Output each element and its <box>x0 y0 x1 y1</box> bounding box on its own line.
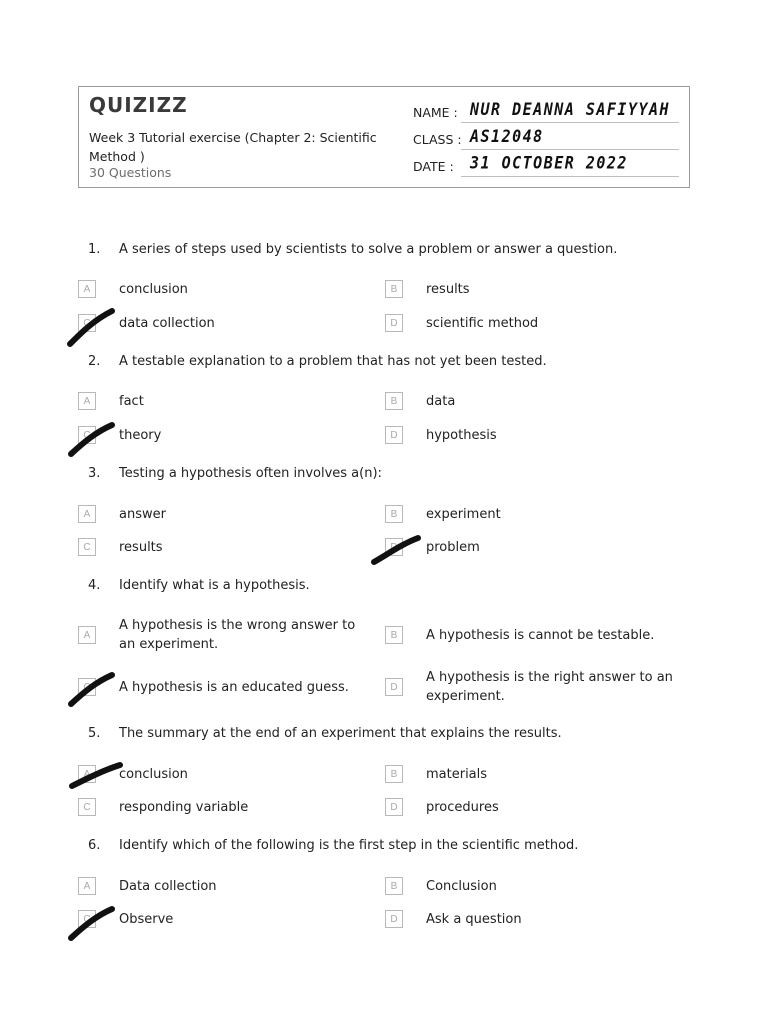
option-letter-box[interactable]: C <box>78 314 96 332</box>
name-value[interactable]: NUR DEANNA SAFIYYAH <box>470 98 671 120</box>
option-text: problem <box>426 540 480 555</box>
option-text: fact <box>119 394 144 409</box>
option-text: data collection <box>119 316 215 331</box>
option-letter-box[interactable]: C <box>78 798 96 816</box>
option-text: A hypothesis is cannot be testable. <box>426 628 655 643</box>
option-letter-box[interactable]: A <box>78 626 96 644</box>
option-text: procedures <box>426 800 499 815</box>
option-letter-box[interactable]: D <box>385 426 403 444</box>
question-number: 1. <box>88 242 101 257</box>
option-letter-box[interactable]: B <box>385 765 403 783</box>
worksheet-title: Week 3 Tutorial exercise (Chapter 2: Scientific Method ) <box>89 130 377 164</box>
name-field[interactable] <box>413 97 679 123</box>
option-text: conclusion <box>119 282 188 297</box>
question-text: Identify what is a hypothesis. <box>119 578 310 593</box>
option-letter-box[interactable]: D <box>385 538 403 556</box>
option-text: A hypothesis is an educated guess. <box>119 680 349 695</box>
option-text: experiment <box>426 507 501 522</box>
class-label: CLASS : <box>413 132 462 147</box>
date-label: DATE : <box>413 159 454 174</box>
option-letter-box[interactable]: D <box>385 798 403 816</box>
option-text: A hypothesis is the wrong answer to an experiment. <box>119 618 356 652</box>
option-text: hypothesis <box>426 428 497 443</box>
date-value[interactable]: 31 OCTOBER 2022 <box>470 152 628 174</box>
option-text: materials <box>426 767 488 782</box>
option-letter-box[interactable]: C <box>78 426 96 444</box>
option-letter-box[interactable]: A <box>78 280 96 298</box>
option-text: Conclusion <box>426 879 497 894</box>
question-number: 2. <box>88 354 101 369</box>
question-number: 3. <box>88 466 101 481</box>
option-text: theory <box>119 428 162 443</box>
class-field[interactable] <box>413 124 679 150</box>
option-text: Data collection <box>119 879 217 894</box>
option-text: scientific method <box>426 316 539 331</box>
class-underline <box>461 149 679 150</box>
quizizz-logo: QUIZIZZ <box>89 93 188 117</box>
option-letter-box[interactable]: B <box>385 280 403 298</box>
option-letter-box[interactable]: A <box>78 877 96 895</box>
option-letter-box[interactable]: A <box>78 505 96 523</box>
option-letter-box[interactable]: D <box>385 314 403 332</box>
option-letter-box[interactable]: B <box>385 626 403 644</box>
question-text: A series of steps used by scientists to solve a problem or answer a question. <box>119 242 618 257</box>
worksheet-header <box>78 86 690 188</box>
option-letter-box[interactable]: D <box>385 910 403 928</box>
option-letter-box[interactable]: B <box>385 505 403 523</box>
class-value[interactable]: AS12048 <box>470 125 544 147</box>
option-text: conclusion <box>119 767 188 782</box>
option-letter-box[interactable]: B <box>385 392 403 410</box>
question-number: 6. <box>88 838 101 853</box>
date-underline <box>461 176 679 177</box>
option-text: Ask a question <box>426 912 522 927</box>
name-underline <box>461 122 679 123</box>
option-text: Observe <box>119 912 174 927</box>
question-text: Identify which of the following is the first step in the scientific method. <box>119 838 579 853</box>
question-count: 30 Questions <box>89 165 172 180</box>
name-label: NAME : <box>413 105 458 120</box>
question-text: Testing a hypothesis often involves a(n): <box>119 466 382 481</box>
option-letter-box[interactable]: B <box>385 877 403 895</box>
option-letter-box[interactable]: A <box>78 392 96 410</box>
date-field[interactable] <box>413 151 679 177</box>
option-letter-box[interactable]: C <box>78 910 96 928</box>
option-text: data <box>426 394 456 409</box>
option-text: answer <box>119 507 166 522</box>
option-letter-box[interactable]: D <box>385 678 403 696</box>
question-number: 5. <box>88 726 101 741</box>
option-text: results <box>119 540 163 555</box>
option-text: responding variable <box>119 800 249 815</box>
question-number: 4. <box>88 578 101 593</box>
question-text: A testable explanation to a problem that has not yet been tested. <box>119 354 547 369</box>
option-letter-box[interactable]: C <box>78 538 96 556</box>
option-text: results <box>426 282 470 297</box>
option-letter-box[interactable]: C <box>78 678 96 696</box>
option-letter-box[interactable]: A <box>78 765 96 783</box>
option-text: A hypothesis is the right answer to an experiment. <box>426 670 673 704</box>
question-text: The summary at the end of an experiment that explains the results. <box>119 726 562 741</box>
